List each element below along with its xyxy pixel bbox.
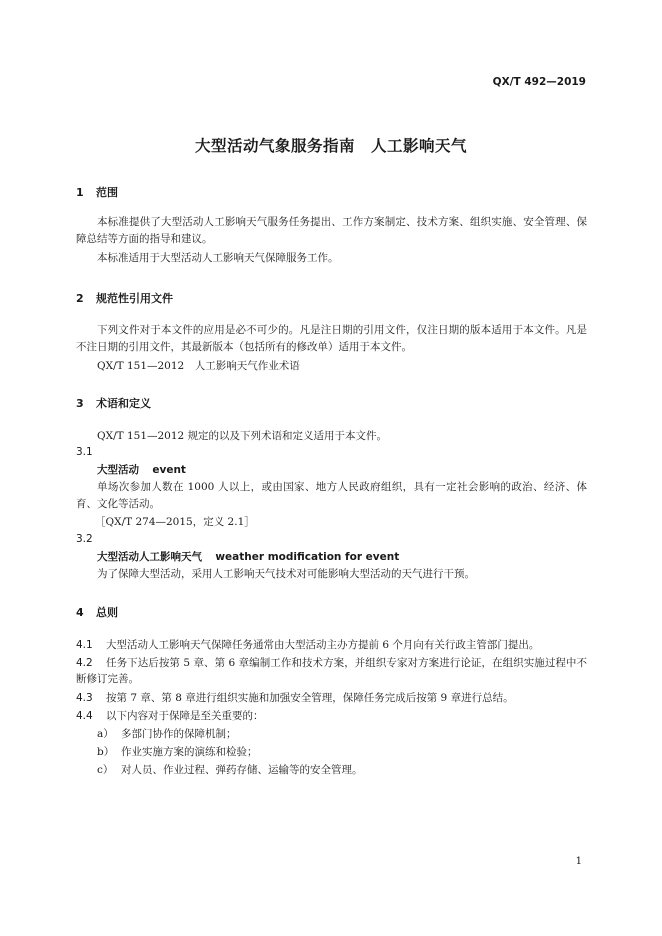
term-3-1-definition: 单场次参加人数在 1000 人以上，或由国家、地方人民政府组织，具有一定社会影响的政治、经济、体育、文化等活动。 (76, 481, 587, 510)
list-item (97, 762, 363, 778)
list-item (97, 726, 237, 742)
scope-paragraph-1: 本标准提供了大型活动人工影响天气服务任务提出、工作方案制定、技术方案、组织实施、安全管理、保障总结等方面的指导和建议。 (76, 216, 587, 245)
clause-4-1 (76, 637, 587, 653)
list-label: a） (97, 728, 114, 740)
term-chinese: 大型活动人工影响天气 (97, 551, 202, 563)
clause-text: 按第 7 章、第 8 章进行组织实施和加强安全管理，保障任务完成后按第 9 章进行总结。 (106, 692, 514, 704)
list-label: c） (97, 764, 114, 776)
term-3-2-heading (97, 549, 399, 565)
term-3-2-definition: 为了保障大型活动，采用人工影响天气技术对可能影响大型活动的天气进行干预。 (97, 568, 475, 580)
term-3-2-number: 3.2 (76, 533, 93, 545)
terms-intro: QX/T 151—2012 规定的以及下列术语和定义适用于本文件。 (97, 430, 388, 442)
clause-4-3 (76, 690, 587, 706)
page-number: 1 (575, 856, 582, 867)
term-chinese: 大型活动 (97, 464, 139, 476)
section-1-heading (76, 184, 118, 200)
clause-text: 以下内容对于保障是至关重要的： (106, 710, 264, 722)
term-3-1-heading (97, 462, 186, 478)
clause-number: 4.1 (76, 639, 93, 651)
list-label: b） (97, 746, 115, 758)
clause-4-4 (76, 708, 587, 724)
section-number: 4 (76, 606, 84, 619)
clause-number: 4.2 (76, 657, 93, 669)
clause-text: 大型活动人工影响天气保障任务通常由大型活动主办方提前 6 个月向有关行政主管部门提出。 (106, 639, 540, 651)
section-2-heading (76, 290, 173, 306)
term-english: weather modification for event (215, 551, 400, 563)
term-3-1-number: 3.1 (76, 446, 93, 458)
clause-text: 任务下达后按第 5 章、第 6 章编制工作和技术方案，并组织专家对方案进行论证，在组织实施过程中不断修订完善。 (76, 657, 587, 685)
section-3-heading (76, 395, 151, 411)
section-number: 3 (76, 397, 84, 410)
list-text: 作业实施方案的演练和检验； (121, 746, 258, 758)
clause-number: 4.3 (76, 692, 93, 704)
clause-4-2 (76, 655, 587, 687)
term-3-1-source: ［QX/T 274—2015，定义 2.1］ (95, 516, 255, 528)
section-title: 范围 (96, 186, 118, 199)
section-title: 规范性引用文件 (96, 292, 173, 305)
section-title: 术语和定义 (96, 397, 151, 410)
references-paragraph: 下列文件对于本文件的应用是必不可少的。凡是注日期的引用文件，仅注日期的版本适用于本文件。凡是不注日期的引用文件，其最新版本（包括所有的修改单）适用于本文件。 (76, 324, 587, 353)
section-title: 总则 (96, 606, 118, 619)
term-english: event (152, 464, 186, 476)
list-text: 对人员、作业过程、弹药存储、运输等的安全管理。 (121, 764, 363, 776)
list-item (97, 744, 258, 760)
section-number: 2 (76, 292, 84, 305)
standard-number: QX/T 492—2019 (492, 76, 586, 88)
reference-item: QX/T 151—2012 人工影响天气作业术语 (97, 360, 300, 372)
clause-number: 4.4 (76, 710, 93, 722)
section-4-heading (76, 604, 118, 620)
scope-paragraph-2: 本标准适用于大型活动人工影响天气保障服务工作。 (97, 252, 339, 264)
section-number: 1 (76, 186, 84, 199)
document-title: 大型活动气象服务指南 人工影响天气 (194, 137, 467, 155)
list-text: 多部门协作的保障机制； (121, 728, 237, 740)
